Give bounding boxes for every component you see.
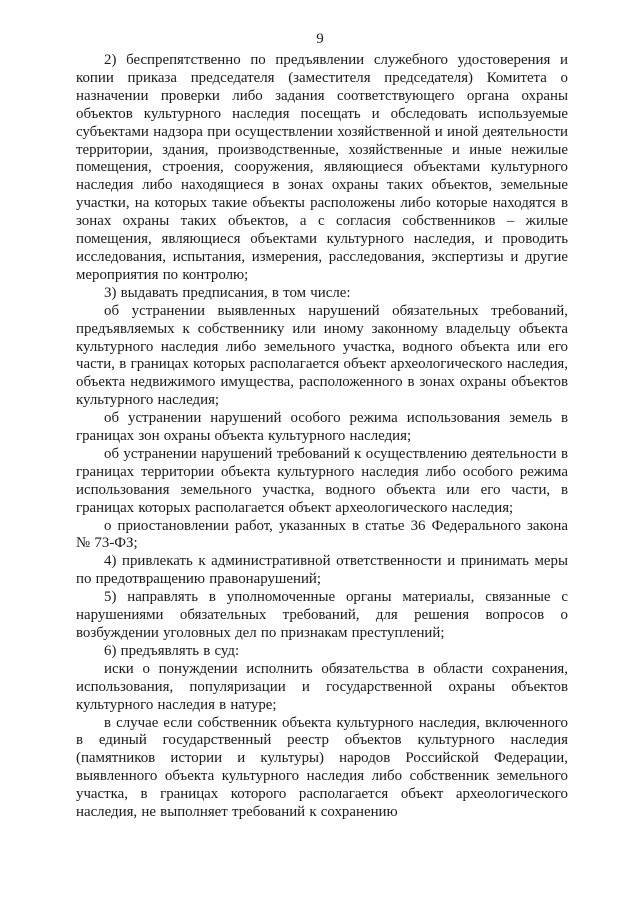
paragraph-suspension: о приостановлении работ, указанных в статье 36 Федерального закона № 73-ФЗ; xyxy=(76,517,568,552)
paragraph-violations-owner: об устранении выявленных нарушений обязательных требований, предъявляемых к собственнику или иному законному владельцу объекта культурного наследия либо земельного участка, водного объекта или его части, в границах которых располагается объект археологического наследия, объекта недвижимого имущества, расположенного в зонах охраны объектов культурного наследия; xyxy=(76,302,568,409)
paragraph-violations-activity: об устранении нарушений требований к осуществлению деятельности в границах территории объекта культурного наследия либо особого режима использования земельного участка, водного объекта или его части, в границах которых располагается объект археологического наследия; xyxy=(76,445,568,516)
paragraph-item-3: 3) выдавать предписания, в том числе: xyxy=(104,284,351,301)
document-body xyxy=(76,52,568,822)
page-number: 9 xyxy=(316,31,324,47)
paragraph-violations-land-regime: об устранении нарушений особого режима использования земель в границах зон охраны объекта культурного наследия; xyxy=(76,410,568,445)
paragraph-owner-case: в случае если собственник объекта культурного наследия, включенного в единый государственный реестр объектов культурного наследия (памятников истории и культуры) народов Российской Федерации, выявленного объекта культурного наследия либо собственник земельного участка, в границах которого располагается объект археологического наследия, не выполняет требований к сохранению xyxy=(76,714,568,821)
paragraph-item-6: 6) предъявлять в суд: xyxy=(104,642,240,659)
paragraph-lawsuits: иски о понуждении исполнить обязательства в области сохранения, использования, популяризации и государственной охраны объектов культурного наследия в натуре; xyxy=(76,660,568,713)
paragraph-item-2: 2) беспрепятственно по предъявлении служебного удостоверения и копии приказа председателя (заместителя председателя) Комитета о назначении проверки либо задания соответствующего органа охраны объектов культурного наследия посещать и обследовать используемые субъектами надзора при осуществлении хозяйственной и иной деятельности территории, здания, производственные, хозяйственные и иные нежилые помещения, строения, сооружения, являющиеся объектами культурного наследия либо находящиеся в зонах охраны таких объектов, земельные участки, на которых такие объекты расположены либо которые находятся в зонах охраны таких объектов, а с согласия собственников – жилые помещения, являющиеся объектами культурного наследия, и проводить исследования, испытания, измерения, расследования, экспертизы и другие мероприятия по контролю; xyxy=(76,52,568,283)
paragraph-item-5: 5) направлять в уполномоченные органы материалы, связанные с нарушениями обязательных требований, для решения вопросов о возбуждении уголовных дел по признакам преступлений; xyxy=(76,589,568,641)
paragraph-item-4: 4) привлекать к административной ответственности и принимать меры по предотвращению правонарушений; xyxy=(76,553,568,588)
